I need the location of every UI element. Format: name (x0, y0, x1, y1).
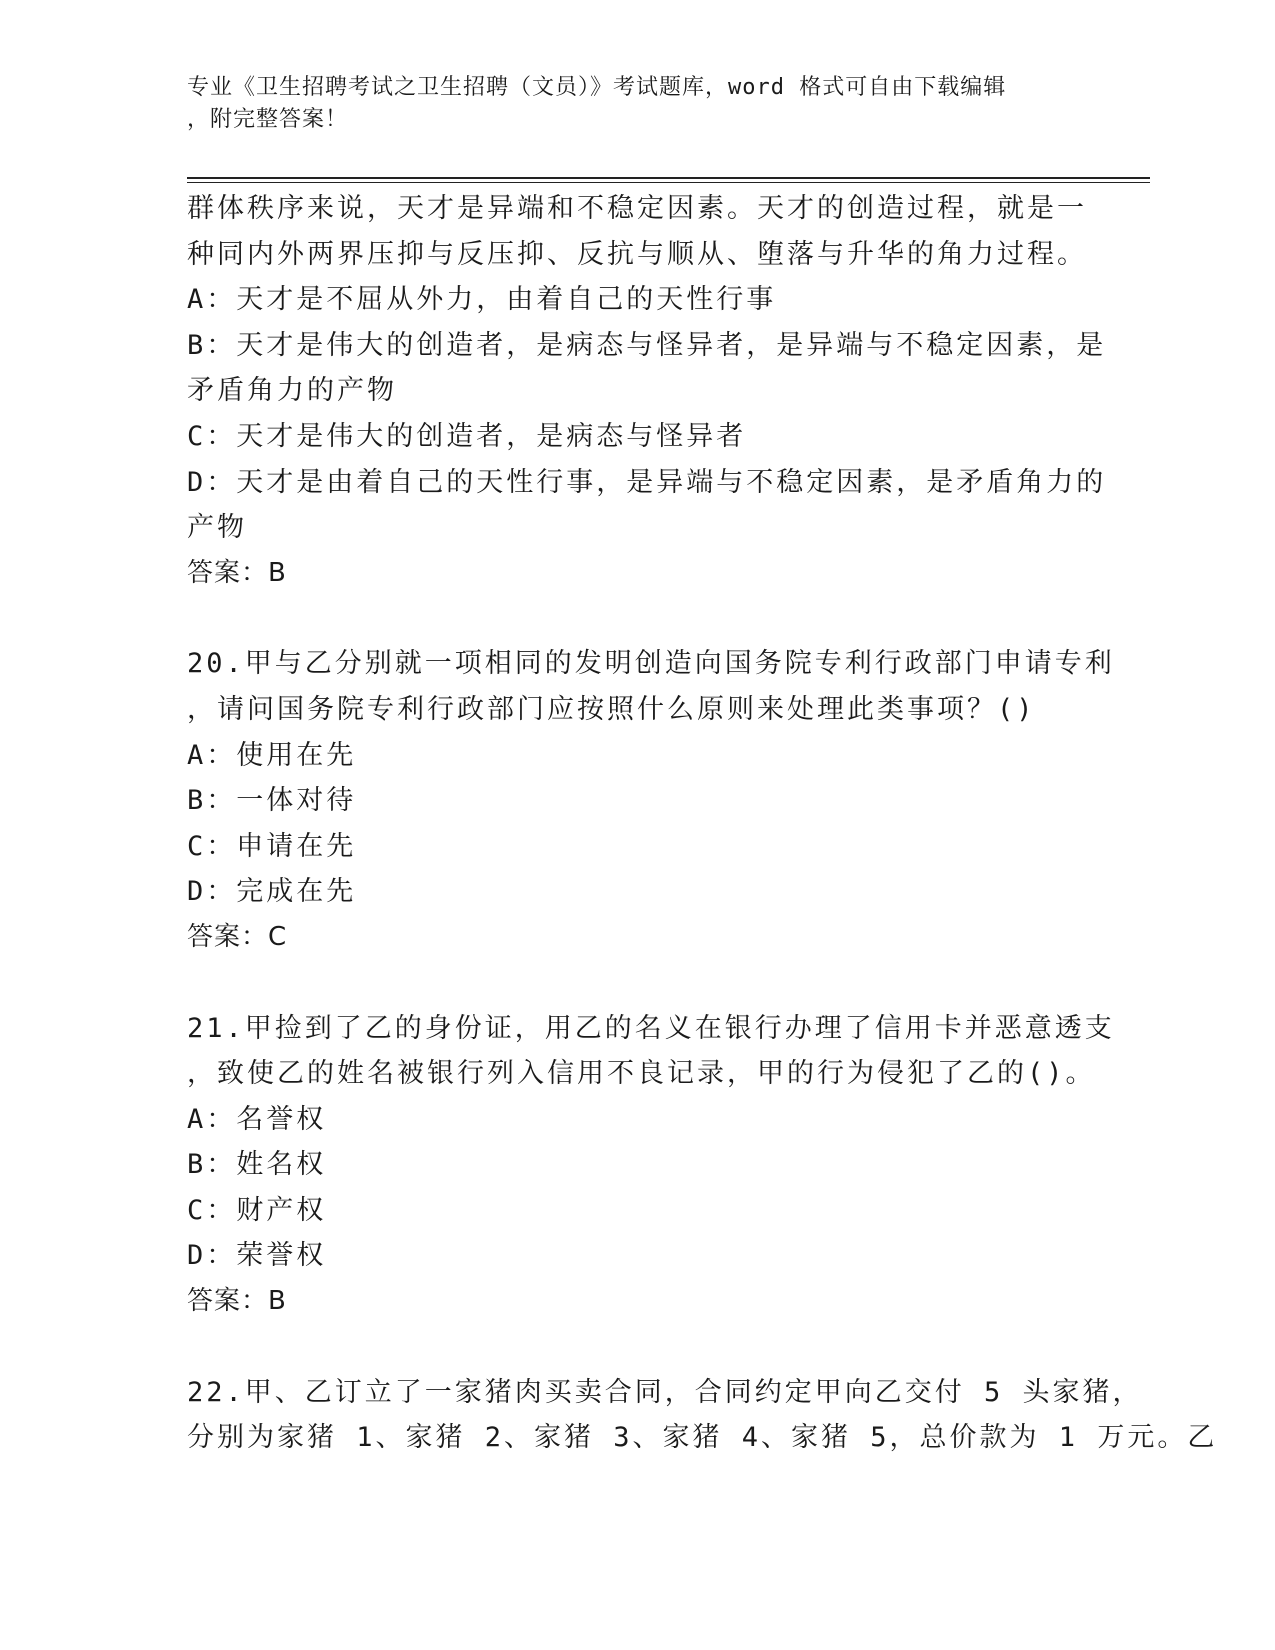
question-block-21 (187, 1006, 1115, 1325)
stem-line: 20.甲与乙分别就一项相同的发明创造向国务院专利行政部门申请专利 (187, 648, 1115, 680)
document-header (187, 72, 1067, 136)
header-rule-thin (187, 182, 1150, 183)
header-line-1: 专业《卫生招聘考试之卫生招聘（文员）》考试题库，word 格式可自由下载编辑 (187, 75, 1007, 100)
option-b: B：一体对待 (187, 785, 357, 817)
answer: 答案：B (187, 557, 287, 588)
question-block-20 (187, 641, 1115, 960)
option-d: D：荣誉权 (187, 1240, 327, 1272)
option-a: A：名誉权 (187, 1103, 327, 1135)
stem-line: 21.甲捡到了乙的身份证，用乙的名义在银行办理了信用卡并恶意透支 (187, 1012, 1115, 1044)
option-b: B：姓名权 (187, 1149, 327, 1181)
option-c: C：天才是伟大的创造者，是病态与怪异者 (187, 420, 747, 452)
document-body (187, 186, 1218, 1461)
option-c: C：申请在先 (187, 830, 357, 862)
option-a: A：天才是不屈从外力，由着自己的天性行事 (187, 284, 777, 316)
stem-line: ，致使乙的姓名被银行列入信用不良记录，甲的行为侵犯了乙的()。 (187, 1058, 1096, 1090)
question-block-prev (187, 186, 1107, 596)
option-c: C：财产权 (187, 1194, 327, 1226)
option-d: D：天才是由着自己的天性行事，是异端与不稳定因素，是矛盾角力的 (187, 466, 1107, 498)
header-rule-thick (187, 177, 1150, 179)
answer: 答案：B (187, 1286, 287, 1317)
question-block-22 (187, 1370, 1218, 1461)
stem-line: 种同内外两界压抑与反压抑、反抗与顺从、堕落与升华的角力过程。 (187, 238, 1087, 270)
option-d-continued: 产物 (187, 512, 247, 544)
stem-line: 群体秩序来说，天才是异端和不稳定因素。天才的创造过程，就是一 (187, 193, 1087, 224)
header-line-2: ，附完整答案！ (187, 107, 349, 132)
stem-line: ，请问国务院专利行政部门应按照什么原则来处理此类事项？() (187, 693, 1036, 725)
stem-line: 22.甲、乙订立了一家猪肉买卖合同，合同约定甲向乙交付 5 头家猪， (187, 1376, 1143, 1408)
option-d: D：完成在先 (187, 876, 357, 908)
option-a: A：使用在先 (187, 739, 357, 771)
option-b-continued: 矛盾角力的产物 (187, 375, 397, 407)
option-b: B：天才是伟大的创造者，是病态与怪异者，是异端与不稳定因素，是 (187, 329, 1107, 361)
stem-line: 分别为家猪 1、家猪 2、家猪 3、家猪 4、家猪 5，总价款为 1 万元。乙 (187, 1422, 1218, 1454)
answer: 答案：C (187, 921, 288, 952)
